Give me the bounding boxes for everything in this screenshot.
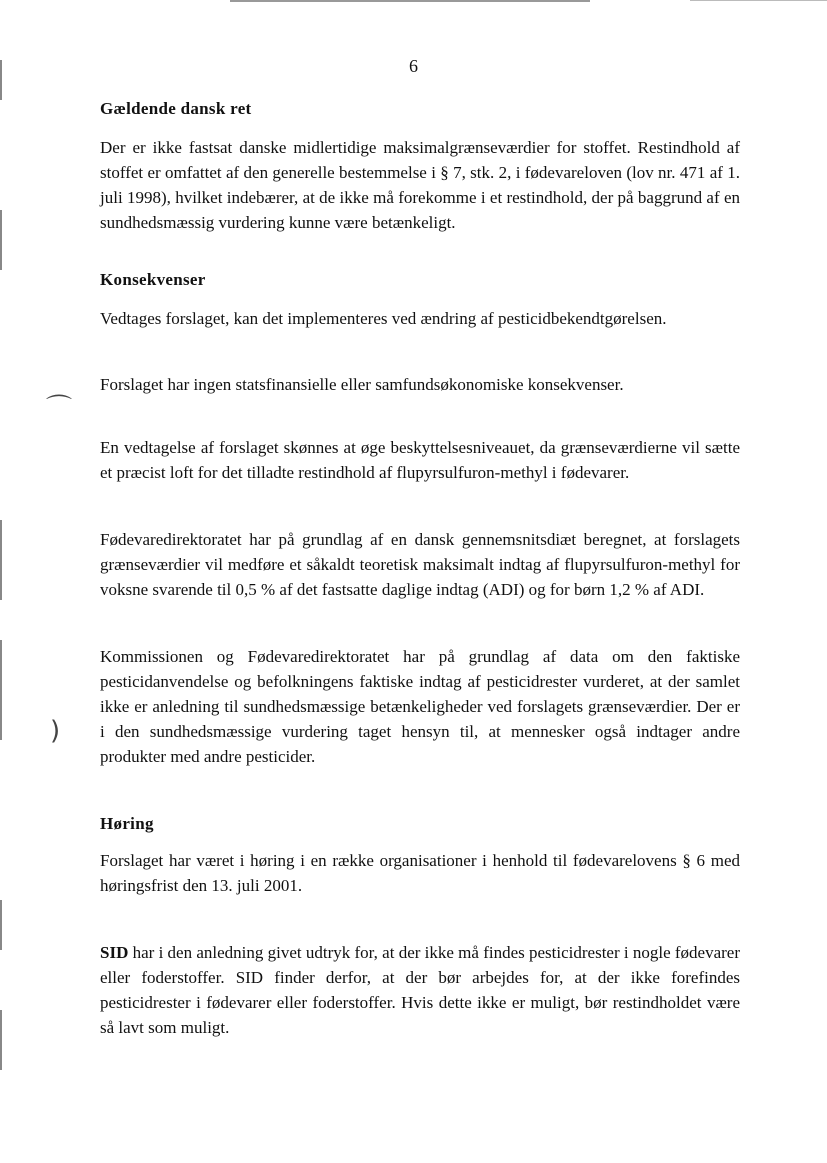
- scan-edge-top-right: [690, 0, 827, 1]
- paragraph-beskyttelsesniveau: En vedtagelse af forslaget skønnes at øge beskyttelsesniveauet, da grænseværdierne vil sætte et præcist loft for det tilladte restindhold af flupyrsulfuron-methyl i fødevarer.: [100, 438, 740, 482]
- margin-mark: [0, 640, 2, 740]
- section-heading-gaeldende-dansk-ret: Gældende dansk ret: [100, 99, 252, 118]
- paragraph-implementering: Vedtages forslaget, kan det implementeres ved ændring af pesticidbekendtgørelsen.: [100, 309, 667, 328]
- paragraph-konsekvenser: Forslaget har ingen statsfinansielle eller samfundsøkonomiske konsekvenser.: [100, 375, 624, 394]
- section-heading-konsekvenser: Konsekvenser: [100, 270, 206, 289]
- paragraph-gaeldende-ret: Der er ikke fastsat danske midlertidige maksimalgrænseværdier for stoffet. Restindhold af stoffet er omfattet af den generelle bestemmelse i § 7, stk. 2, i fødevareloven (lov nr. 471 af 1. juli 1998), hvilket indebærer, at de ikke må forekomme i et restindhold, der på baggrund af en sundhedsmæssig vurdering kunne være betænkeligt.: [100, 138, 740, 232]
- punch-hole-mark-upper: ⌒: [46, 394, 73, 424]
- sid-text: har i den anledning givet udtryk for, at der ikke må findes pesticidrester i nogle fødevarer eller foderstoffer. SID finder derfor, at der bør arbejdes for, at der ikke forefindes pesticidrester i fødevarer eller foderstoffer. Hvis dette ikke er muligt, bør restindholdet være så lavt som muligt.: [100, 943, 740, 1037]
- punch-hole-mark-lower: ): [50, 716, 61, 746]
- page-number: 6: [409, 56, 418, 76]
- margin-mark: [0, 1010, 2, 1070]
- paragraph-horing: Forslaget har været i høring i en række organisationer i henhold til fødevarelovens § 6 med høringsfrist den 13. juli 2001.: [100, 851, 740, 895]
- sid-lead: SID: [100, 943, 129, 962]
- document-body: [100, 96, 740, 1040]
- scan-edge-top: [230, 0, 590, 2]
- paragraph-beregning: Fødevaredirektoratet har på grundlag af en dansk gennemsnitsdiæt beregnet, at forslagets grænseværdier vil medføre et såkaldt teoretisk maksimalt indtag af flupyrsulfuron-methyl for voksne svarende til 0,5 % af det fastsatte daglige indtag (ADI) og for børn 1,2 % af ADI.: [100, 530, 740, 599]
- margin-mark: [0, 900, 2, 950]
- margin-mark: [0, 210, 2, 270]
- paragraph-vurdering: Kommissionen og Fødevaredirektoratet har på grundlag af data om den faktiske pesticidanvendelse og befolkningens faktiske indtag af pesticidrester vurderet, at der samlet ikke er anledning til sundhedsmæssige betænkeligheder ved forslagets grænseværdier. Der er i den sundhedsmæssige vurdering taget hensyn til, at mennesker også indtager andre produkter med andre pesticider.: [100, 647, 740, 766]
- paragraph-sid: [100, 940, 740, 1040]
- margin-mark: [0, 520, 2, 600]
- section-heading-horing: Høring: [100, 814, 154, 833]
